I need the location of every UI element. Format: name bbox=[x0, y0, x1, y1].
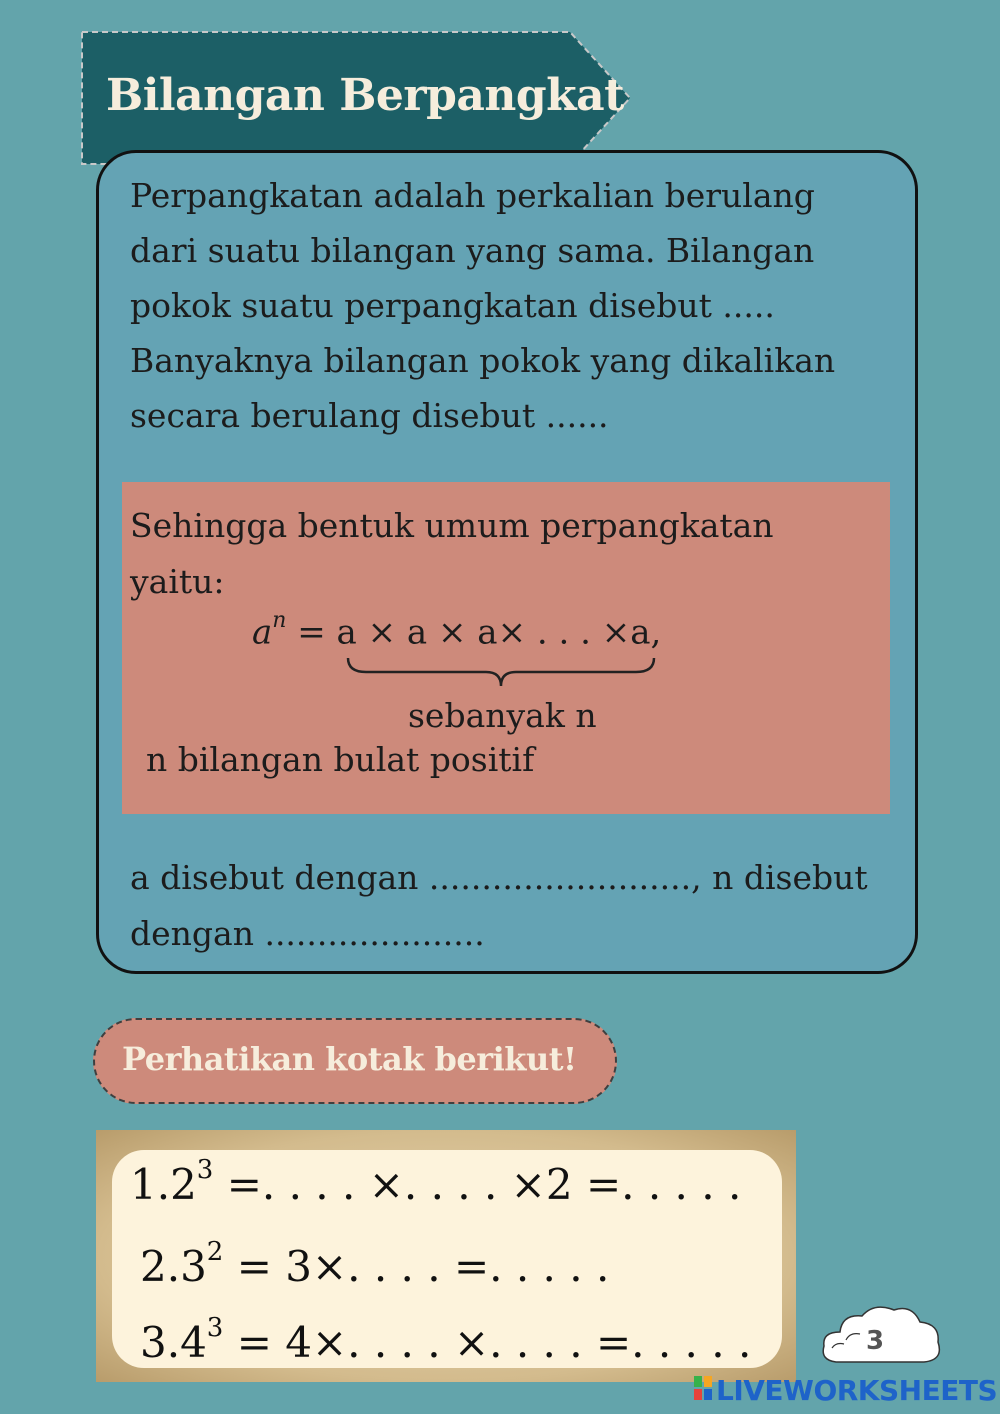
instruction-label: Perhatikan kotak berikut! bbox=[122, 1040, 577, 1078]
question-2-base: 2.3 bbox=[140, 1242, 207, 1291]
page-number: 3 bbox=[866, 1326, 885, 1356]
formula-intro: Sehingga bentuk umum perpangkatan yaitu: bbox=[130, 506, 774, 601]
question-3-rest: = 4×. . . . ×. . . . =. . . . . bbox=[223, 1318, 752, 1367]
question-3[interactable] bbox=[140, 1313, 752, 1367]
question-1[interactable] bbox=[130, 1155, 742, 1209]
brace-label: sebanyak n bbox=[408, 696, 597, 735]
question-3-exp: 3 bbox=[206, 1313, 224, 1343]
exponent-note: n bilangan bulat positif bbox=[146, 740, 535, 779]
formula-base: a bbox=[252, 612, 273, 653]
liveworksheets-logo-icon bbox=[694, 1376, 712, 1400]
question-2-exp: 2 bbox=[206, 1237, 224, 1267]
formula-exponent: n bbox=[272, 608, 287, 633]
question-1-exp: 3 bbox=[196, 1155, 214, 1185]
question-2[interactable] bbox=[140, 1237, 610, 1291]
question-3-base: 3.4 bbox=[140, 1318, 207, 1367]
formula-rhs: = a × a × a× . . . ×a, bbox=[297, 612, 662, 653]
page-title: Bilangan Berpangkat bbox=[106, 70, 624, 121]
question-2-rest: = 3×. . . . =. . . . . bbox=[223, 1242, 610, 1291]
question-1-rest: =. . . . ×. . . . ×2 =. . . . . bbox=[213, 1160, 742, 1209]
fill-in-sentence: a disebut dengan ........................., n disebut dengan ..................... bbox=[130, 858, 868, 953]
underbrace-icon bbox=[346, 654, 656, 690]
question-1-base: 1.2 bbox=[130, 1160, 197, 1209]
liveworksheets-watermark[interactable]: LIVEWORKSHEETS bbox=[716, 1374, 998, 1407]
definition-paragraph: Perpangkatan adalah perkalian berulang dari suatu bilangan yang sama. Bilangan pokok suatu perpangkatan disebut ..... Banyaknya bilangan pokok yang dikalikan secara berulang disebut ...... bbox=[130, 176, 836, 435]
